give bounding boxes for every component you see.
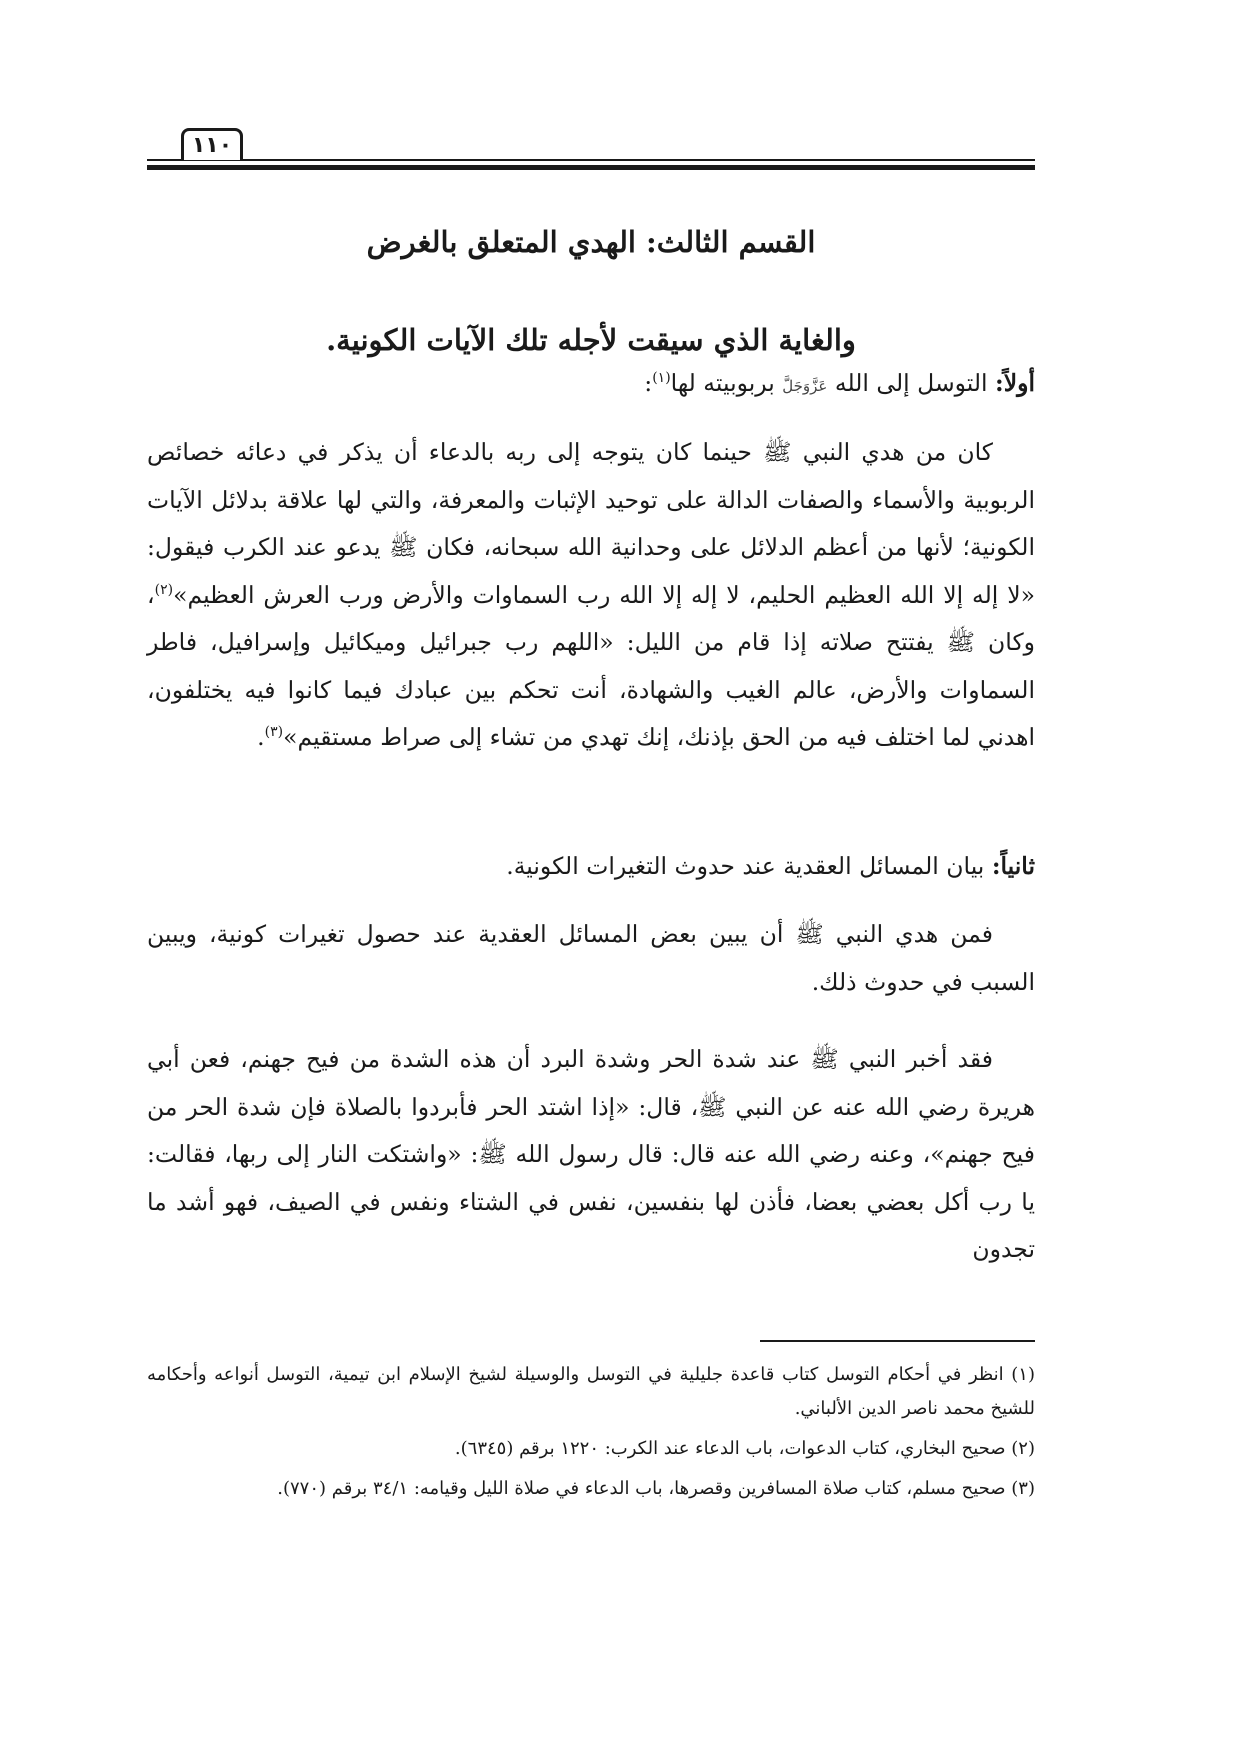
footnote-ref-3[interactable]: (٣) bbox=[264, 724, 284, 741]
header-rule-thick bbox=[147, 165, 1035, 170]
section-title-line2: والغاية الذي سيقت لأجله تلك الآيات الكونية. bbox=[326, 323, 856, 357]
footnote-ref-2[interactable]: (٢) bbox=[154, 581, 174, 598]
paragraph-2: فمن هدي النبي ﷺ أن يبين بعض المسائل العقدية عند حصول تغيرات كونية، ويبين السبب في حدوث ذلك. bbox=[147, 920, 1035, 996]
paragraph-3: فقد أخبر النبي ﷺ عند شدة الحر وشدة البرد أن هذه الشدة من فيح جهنم، فعن أبي هريرة رضي الله عنه عن النبي ﷺ، قال: «إذا اشتد الحر فأبردوا بالصلاة فإن شدة الحر من فيح جهنم»، وعنه رضي الله عنه قال: قال رسول الله ﷺ: «واشتكت النار إلى ربها، فقالت: يا رب أكل بعضي بعضا، فأذن لها بنفسين، نفس في الشتاء ونفس في الصيف، فهو أشد ما تجدون bbox=[147, 1045, 1035, 1263]
subheading-first-lead: أولاً: bbox=[995, 369, 1035, 397]
subheading-second bbox=[147, 843, 1035, 891]
page-header bbox=[147, 128, 1035, 170]
honorific-glyph: عَزَّوَجَلَّ bbox=[782, 377, 828, 395]
paragraph-1-part3: . bbox=[257, 723, 265, 751]
subheading-first-text-a: التوسل إلى الله bbox=[827, 369, 996, 397]
section-title-line1: القسم الثالث: الهدي المتعلق بالغرض bbox=[366, 225, 816, 259]
page-number: ١١٠ bbox=[181, 128, 243, 160]
header-rule-thin bbox=[147, 159, 1035, 161]
footnotes bbox=[147, 1358, 1035, 1512]
subheading-first bbox=[147, 360, 1035, 411]
paragraph-1 bbox=[147, 429, 1035, 762]
subheading-second-text: بيان المسائل العقدية عند حدوث التغيرات الكونية. bbox=[506, 852, 992, 880]
footnote-separator bbox=[760, 1340, 1035, 1342]
footnote-2: (٢) صحيح البخاري، كتاب الدعوات، باب الدعاء عند الكرب: ١٢٢٠ برقم (٦٣٤٥). bbox=[454, 1438, 1035, 1459]
paragraph-1-part1: كان من هدي النبي ﷺ حينما كان يتوجه إلى ربه بالدعاء أن يذكر في دعائه خصائص الربوبية والأسماء والصفات الدالة على توحيد الإثبات والمعرفة، والتي لها علاقة بدلائل الآيات الكونية؛ لأنها من أعظم الدلائل على وحدانية الله سبحانه، فكان ﷺ يدعو عند الكرب فيقول: «لا إله إلا الله العظيم الحليم، لا إله إلا الله رب السماوات والأرض ورب العرش العظيم» bbox=[147, 438, 1035, 609]
paragraph-1-part2: ، وكان ﷺ يفتتح صلاته إذا قام من الليل: «اللهم رب جبرائيل وميكائيل وإسرافيل، فاطر السماوات والأرض، عالم الغيب والشهادة، أنت تحكم بين عبادك فيما كانوا فيه يختلفون، اهدني لما اختلف فيه من الحق بإذنك، إنك تهدي من تشاء إلى صراط مستقيم» bbox=[147, 580, 1035, 751]
footnote-ref-1[interactable]: (١) bbox=[652, 370, 671, 387]
footnote-3: (٣) صحيح مسلم، كتاب صلاة المسافرين وقصرها، باب الدعاء في صلاة الليل وقيامه: ٣٤/١ برقم (٧٧٠). bbox=[277, 1478, 1035, 1499]
subheading-second-lead: ثانياً: bbox=[991, 852, 1035, 880]
subheading-first-text-b: بربوبيته لها bbox=[670, 369, 783, 397]
subheading-first-text-c: : bbox=[644, 369, 653, 397]
footnote-1: (١) انظر في أحكام التوسل كتاب قاعدة جليلية في التوسل والوسيلة لشيخ الإسلام ابن تيمية، التوسل أنواعه وأحكامه للشيخ محمد ناصر الدين الألباني. bbox=[147, 1364, 1035, 1419]
